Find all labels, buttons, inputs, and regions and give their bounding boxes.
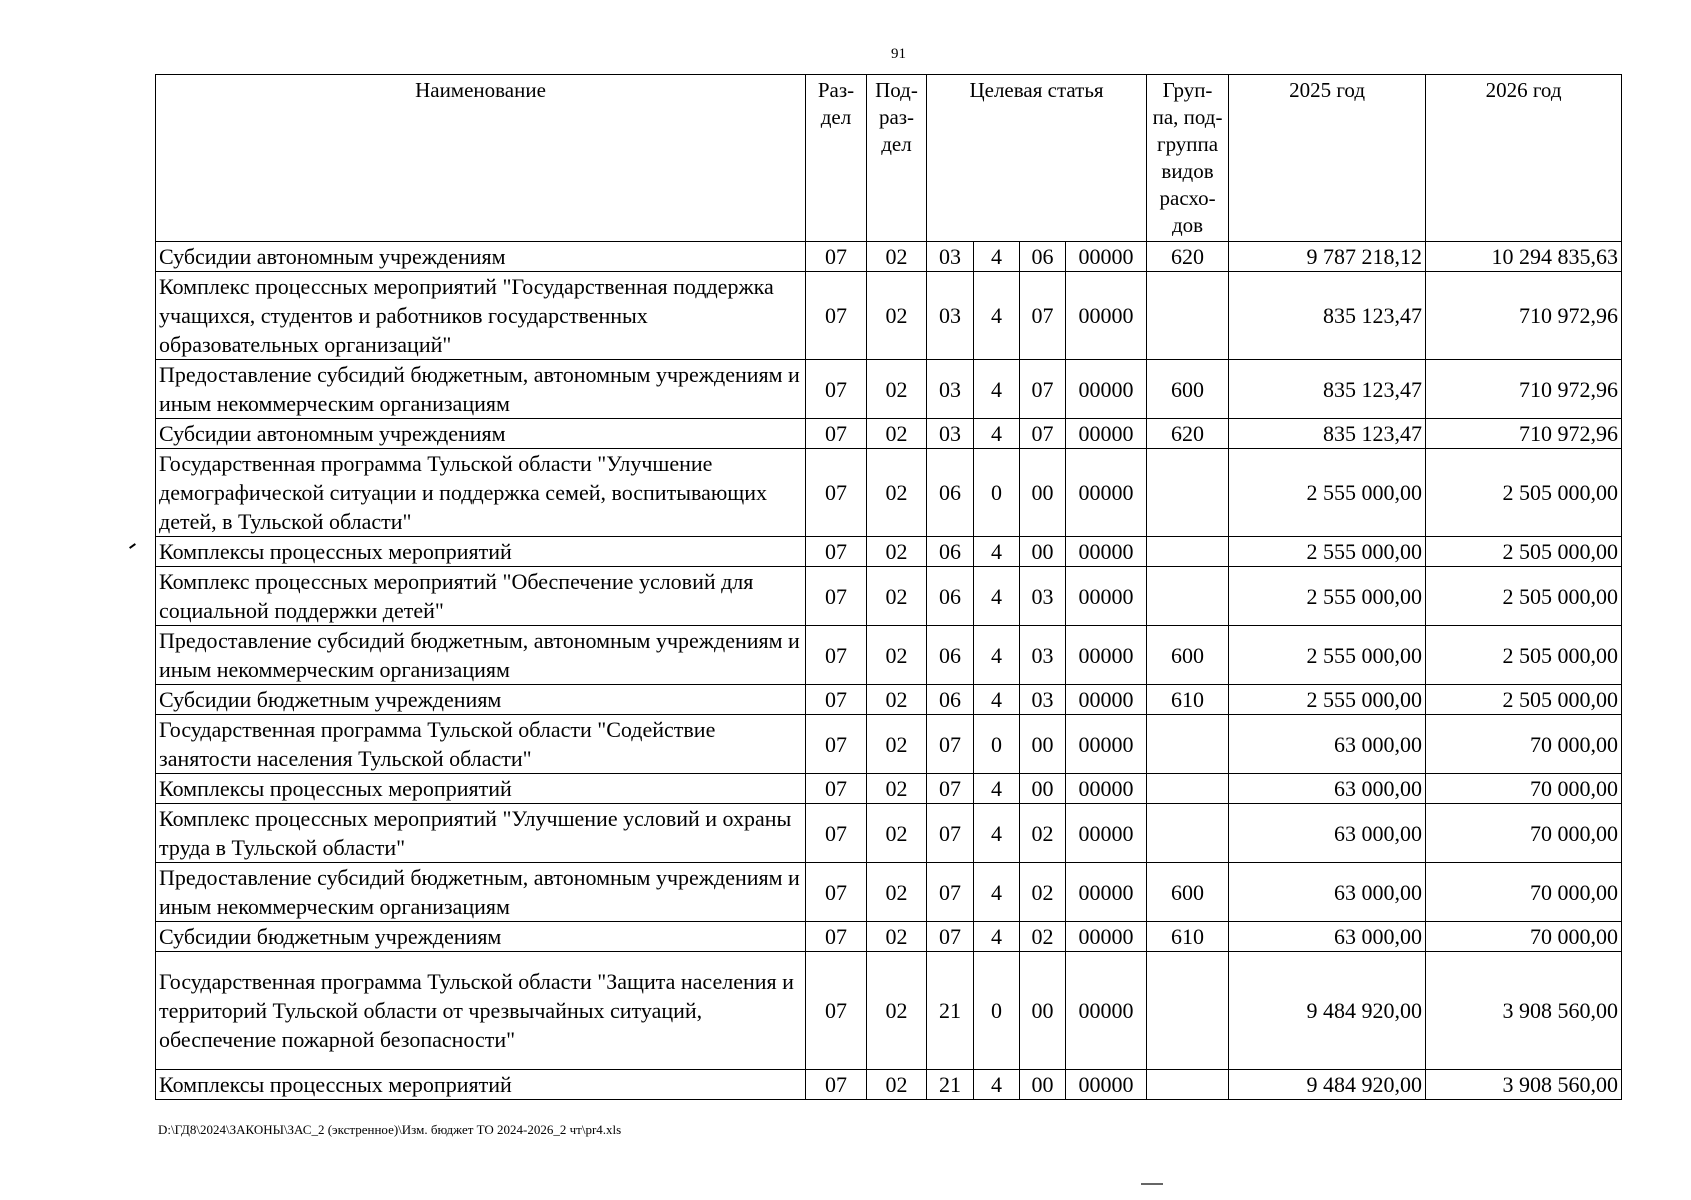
amount-2025-cell: 835 123,47 [1229, 360, 1426, 419]
razdel-cell: 07 [806, 922, 867, 952]
table-row [156, 567, 1622, 626]
table-row [156, 685, 1622, 715]
row-name: Предоставление субсидий бюджетным, автономным учреждениям и иным некоммерческим организациям [156, 360, 806, 419]
podrazdel-cell: 02 [867, 804, 927, 863]
podrazdel-cell: 02 [867, 715, 927, 774]
expense-group-cell [1147, 537, 1229, 567]
header-podrazdel: Под- раз- дел [867, 75, 927, 242]
razdel-cell: 07 [806, 419, 867, 449]
expense-group-cell [1147, 272, 1229, 360]
target-type-cell: 4 [974, 863, 1020, 922]
podrazdel-cell: 02 [867, 863, 927, 922]
amount-2025-cell: 63 000,00 [1229, 922, 1426, 952]
table-row [156, 922, 1622, 952]
amount-2026-cell: 70 000,00 [1426, 863, 1622, 922]
target-direction-cell: 00000 [1066, 419, 1147, 449]
podrazdel-cell: 02 [867, 449, 927, 537]
target-subprogram-cell: 00 [1020, 774, 1066, 804]
target-program-cell: 06 [927, 449, 974, 537]
target-type-cell: 4 [974, 804, 1020, 863]
target-subprogram-cell: 00 [1020, 1070, 1066, 1100]
target-direction-cell: 00000 [1066, 242, 1147, 272]
header-expense-group: Груп- па, под- группа видов расхо- дов [1147, 75, 1229, 242]
amount-2025-cell: 9 484 920,00 [1229, 952, 1426, 1070]
razdel-cell: 07 [806, 715, 867, 774]
target-program-cell: 07 [927, 922, 974, 952]
expense-group-cell: 620 [1147, 419, 1229, 449]
target-program-cell: 07 [927, 863, 974, 922]
razdel-cell: 07 [806, 449, 867, 537]
row-name: Субсидии бюджетным учреждениям [156, 922, 806, 952]
row-name: Субсидии бюджетным учреждениям [156, 685, 806, 715]
target-direction-cell: 00000 [1066, 1070, 1147, 1100]
podrazdel-cell: 02 [867, 685, 927, 715]
target-program-cell: 03 [927, 360, 974, 419]
amount-2026-cell: 70 000,00 [1426, 774, 1622, 804]
row-name: Предоставление субсидий бюджетным, автономным учреждениям и иным некоммерческим организациям [156, 626, 806, 685]
razdel-cell: 07 [806, 1070, 867, 1100]
target-type-cell: 4 [974, 685, 1020, 715]
target-direction-cell: 00000 [1066, 952, 1147, 1070]
scan-dash-mark [1141, 1183, 1163, 1185]
expense-group-cell [1147, 1070, 1229, 1100]
razdel-cell: 07 [806, 863, 867, 922]
header-year-2025: 2025 год [1229, 75, 1426, 242]
amount-2025-cell: 2 555 000,00 [1229, 567, 1426, 626]
razdel-cell: 07 [806, 360, 867, 419]
razdel-cell: 07 [806, 567, 867, 626]
target-type-cell: 4 [974, 626, 1020, 685]
table-row [156, 537, 1622, 567]
target-subprogram-cell: 02 [1020, 863, 1066, 922]
file-path-footer: D:\ГД8\2024\ЗАКОНЫ\ЗАС_2 (экстренное)\Изм. бюджет ТО 2024-2026_2 чт\pr4.xls [158, 1122, 622, 1137]
amount-2026-cell: 70 000,00 [1426, 715, 1622, 774]
expense-group-cell: 600 [1147, 863, 1229, 922]
amount-2026-cell: 2 505 000,00 [1426, 449, 1622, 537]
target-program-cell: 03 [927, 419, 974, 449]
amount-2026-cell: 2 505 000,00 [1426, 626, 1622, 685]
header-razdel: Раз- дел [806, 75, 867, 242]
header-year-2026: 2026 год [1426, 75, 1622, 242]
target-type-cell: 4 [974, 242, 1020, 272]
razdel-cell: 07 [806, 537, 867, 567]
page-number: 91 [891, 46, 906, 62]
razdel-cell: 07 [806, 952, 867, 1070]
target-type-cell: 4 [974, 774, 1020, 804]
amount-2026-cell: 710 972,96 [1426, 419, 1622, 449]
target-direction-cell: 00000 [1066, 685, 1147, 715]
target-program-cell: 21 [927, 1070, 974, 1100]
amount-2025-cell: 2 555 000,00 [1229, 449, 1426, 537]
target-direction-cell: 00000 [1066, 272, 1147, 360]
target-direction-cell: 00000 [1066, 774, 1147, 804]
table-row [156, 715, 1622, 774]
expense-group-cell: 610 [1147, 685, 1229, 715]
amount-2025-cell: 835 123,47 [1229, 419, 1426, 449]
amount-2026-cell: 710 972,96 [1426, 360, 1622, 419]
target-program-cell: 03 [927, 242, 974, 272]
target-subprogram-cell: 03 [1020, 626, 1066, 685]
amount-2025-cell: 63 000,00 [1229, 774, 1426, 804]
row-name: Комплекс процессных мероприятий "Обеспечение условий для социальной поддержки детей" [156, 567, 806, 626]
target-type-cell: 4 [974, 1070, 1020, 1100]
expense-group-cell [1147, 449, 1229, 537]
target-direction-cell: 00000 [1066, 715, 1147, 774]
amount-2025-cell: 9 787 218,12 [1229, 242, 1426, 272]
podrazdel-cell: 02 [867, 952, 927, 1070]
podrazdel-cell: 02 [867, 1070, 927, 1100]
target-subprogram-cell: 07 [1020, 360, 1066, 419]
table-row [156, 242, 1622, 272]
target-direction-cell: 00000 [1066, 804, 1147, 863]
target-program-cell: 07 [927, 774, 974, 804]
row-name: Комплексы процессных мероприятий [156, 537, 806, 567]
target-type-cell: 4 [974, 360, 1020, 419]
razdel-cell: 07 [806, 242, 867, 272]
razdel-cell: 07 [806, 804, 867, 863]
target-subprogram-cell: 00 [1020, 449, 1066, 537]
amount-2026-cell: 3 908 560,00 [1426, 952, 1622, 1070]
amount-2026-cell: 70 000,00 [1426, 804, 1622, 863]
table-body [156, 242, 1622, 1100]
razdel-cell: 07 [806, 685, 867, 715]
row-name: Комплекс процессных мероприятий "Улучшение условий и охраны труда в Тульской области" [156, 804, 806, 863]
table-row [156, 863, 1622, 922]
target-direction-cell: 00000 [1066, 537, 1147, 567]
budget-table [155, 74, 1622, 1100]
target-program-cell: 07 [927, 804, 974, 863]
table-row [156, 360, 1622, 419]
table-row [156, 449, 1622, 537]
target-type-cell: 0 [974, 952, 1020, 1070]
target-subprogram-cell: 06 [1020, 242, 1066, 272]
expense-group-cell: 600 [1147, 626, 1229, 685]
podrazdel-cell: 02 [867, 419, 927, 449]
target-program-cell: 03 [927, 272, 974, 360]
table-header-row [156, 75, 1622, 242]
target-program-cell: 06 [927, 537, 974, 567]
target-subprogram-cell: 00 [1020, 952, 1066, 1070]
target-type-cell: 4 [974, 567, 1020, 626]
amount-2026-cell: 70 000,00 [1426, 922, 1622, 952]
expense-group-cell [1147, 567, 1229, 626]
amount-2026-cell: 2 505 000,00 [1426, 567, 1622, 626]
row-name: Субсидии автономным учреждениям [156, 419, 806, 449]
podrazdel-cell: 02 [867, 567, 927, 626]
amount-2026-cell: 2 505 000,00 [1426, 685, 1622, 715]
expense-group-cell: 610 [1147, 922, 1229, 952]
expense-group-cell [1147, 804, 1229, 863]
target-program-cell: 07 [927, 715, 974, 774]
expense-group-cell: 620 [1147, 242, 1229, 272]
header-name: Наименование [156, 75, 806, 242]
expense-group-cell [1147, 952, 1229, 1070]
amount-2025-cell: 63 000,00 [1229, 715, 1426, 774]
amount-2026-cell: 2 505 000,00 [1426, 537, 1622, 567]
row-name: Государственная программа Тульской области "Содействие занятости населения Тульской области" [156, 715, 806, 774]
target-type-cell: 4 [974, 922, 1020, 952]
row-name: Комплексы процессных мероприятий [156, 774, 806, 804]
amount-2025-cell: 9 484 920,00 [1229, 1070, 1426, 1100]
table-row [156, 419, 1622, 449]
podrazdel-cell: 02 [867, 272, 927, 360]
row-name: Государственная программа Тульской области "Улучшение демографической ситуации и поддержка семей, воспитывающих детей, в Тульской области" [156, 449, 806, 537]
razdel-cell: 07 [806, 774, 867, 804]
target-type-cell: 0 [974, 449, 1020, 537]
amount-2025-cell: 2 555 000,00 [1229, 537, 1426, 567]
table-row [156, 272, 1622, 360]
table-row [156, 774, 1622, 804]
target-subprogram-cell: 02 [1020, 922, 1066, 952]
row-name: Предоставление субсидий бюджетным, автономным учреждениям и иным некоммерческим организациям [156, 863, 806, 922]
target-type-cell: 4 [974, 272, 1020, 360]
podrazdel-cell: 02 [867, 626, 927, 685]
target-direction-cell: 00000 [1066, 922, 1147, 952]
expense-group-cell [1147, 774, 1229, 804]
amount-2025-cell: 2 555 000,00 [1229, 626, 1426, 685]
target-program-cell: 06 [927, 685, 974, 715]
target-subprogram-cell: 00 [1020, 715, 1066, 774]
target-program-cell: 21 [927, 952, 974, 1070]
row-name: Субсидии автономным учреждениям [156, 242, 806, 272]
razdel-cell: 07 [806, 626, 867, 685]
scan-stray-mark [129, 543, 136, 549]
target-direction-cell: 00000 [1066, 360, 1147, 419]
amount-2025-cell: 2 555 000,00 [1229, 685, 1426, 715]
expense-group-cell [1147, 715, 1229, 774]
podrazdel-cell: 02 [867, 922, 927, 952]
row-name: Государственная программа Тульской области "Защита населения и территорий Тульской области от чрезвычайных ситуаций, обеспечение пожарной безопасности" [156, 952, 806, 1070]
target-type-cell: 4 [974, 419, 1020, 449]
amount-2026-cell: 10 294 835,63 [1426, 242, 1622, 272]
target-type-cell: 4 [974, 537, 1020, 567]
target-program-cell: 06 [927, 626, 974, 685]
table-row [156, 626, 1622, 685]
table-row [156, 952, 1622, 1070]
target-subprogram-cell: 07 [1020, 419, 1066, 449]
header-target-article: Целевая статья [927, 75, 1147, 242]
expense-group-cell: 600 [1147, 360, 1229, 419]
target-subprogram-cell: 00 [1020, 537, 1066, 567]
target-program-cell: 06 [927, 567, 974, 626]
razdel-cell: 07 [806, 272, 867, 360]
target-subprogram-cell: 03 [1020, 567, 1066, 626]
podrazdel-cell: 02 [867, 360, 927, 419]
amount-2025-cell: 63 000,00 [1229, 863, 1426, 922]
amount-2026-cell: 3 908 560,00 [1426, 1070, 1622, 1100]
target-subprogram-cell: 07 [1020, 272, 1066, 360]
podrazdel-cell: 02 [867, 242, 927, 272]
amount-2026-cell: 710 972,96 [1426, 272, 1622, 360]
target-subprogram-cell: 02 [1020, 804, 1066, 863]
target-direction-cell: 00000 [1066, 863, 1147, 922]
row-name: Комплексы процессных мероприятий [156, 1070, 806, 1100]
target-type-cell: 0 [974, 715, 1020, 774]
target-direction-cell: 00000 [1066, 449, 1147, 537]
amount-2025-cell: 835 123,47 [1229, 272, 1426, 360]
amount-2025-cell: 63 000,00 [1229, 804, 1426, 863]
podrazdel-cell: 02 [867, 537, 927, 567]
target-subprogram-cell: 03 [1020, 685, 1066, 715]
table-row [156, 1070, 1622, 1100]
target-direction-cell: 00000 [1066, 626, 1147, 685]
table-row [156, 804, 1622, 863]
row-name: Комплекс процессных мероприятий "Государственная поддержка учащихся, студентов и работников государственных образовательных организаций" [156, 272, 806, 360]
podrazdel-cell: 02 [867, 774, 927, 804]
target-direction-cell: 00000 [1066, 567, 1147, 626]
